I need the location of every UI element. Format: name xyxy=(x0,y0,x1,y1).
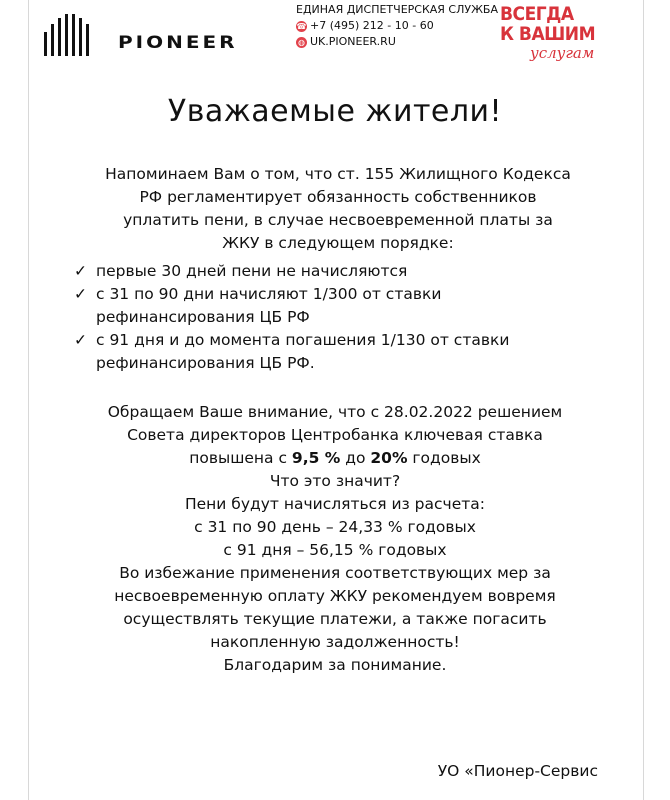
intro-line: Напоминаем Вам о том, что ст. 155 Жилищного Кодекса xyxy=(105,165,571,183)
check-icon: ✓ xyxy=(74,285,87,303)
pioneer-logo-icon xyxy=(42,12,98,58)
advice-line: несвоевременную оплату ЖКУ рекомендуем вовремя xyxy=(114,587,556,605)
calc-intro: Пени будут начисляться из расчета: xyxy=(184,495,485,513)
dispatch-label: ЕДИНАЯ ДИСПЕТЧЕРСКАЯ СЛУЖБА xyxy=(296,3,499,16)
slogan-line-3: услугам xyxy=(530,44,595,62)
rate-raise-line: повышена с 9,5 % до 20% годовых xyxy=(189,449,481,467)
intro-line: ЖКУ в следующем порядке: xyxy=(222,234,454,252)
contacts-block xyxy=(296,2,498,50)
new-rate: 20% xyxy=(370,449,408,467)
intro-line: РФ регламентирует обязанность собственников xyxy=(139,188,537,206)
phone-row[interactable] xyxy=(296,18,498,34)
phone-icon: ☎ xyxy=(296,21,307,31)
signature: УО «Пионер-Сервис xyxy=(437,762,598,780)
list-item: ✓ первые 30 дней пени не начисляются xyxy=(74,260,614,283)
calc-line: с 91 дня – 56,15 % годовых xyxy=(223,541,447,559)
slogan-line-2: К ВАШИМ xyxy=(500,23,596,45)
calc-line: с 31 по 90 день – 24,33 % годовых xyxy=(194,518,476,536)
globe-icon: ◍ xyxy=(296,37,307,48)
slogan xyxy=(500,4,610,68)
advice-line: Во избежание применения соответствующих мер за xyxy=(119,564,551,582)
slogan-line-1: ВСЕГДА xyxy=(500,3,574,25)
list-item: ✓ с 91 дня и до момента погашения 1/130 от ставки рефинансирования ЦБ РФ. xyxy=(74,331,510,372)
advice-line: накопленную задолженность! xyxy=(210,633,460,651)
rate-change-paragraph xyxy=(40,401,630,677)
old-rate: 9,5 % xyxy=(291,449,341,467)
intro-paragraph xyxy=(60,163,616,255)
intro-line: уплатить пени, в случае несвоевременной платы за xyxy=(123,211,553,229)
website-row[interactable] xyxy=(296,34,498,50)
notice-title: Уважаемые жители! xyxy=(167,94,503,129)
advice-line: осуществлять текущие платежи, а также погасить xyxy=(123,610,547,628)
phone-number: +7 (495) 212 - 10 - 60 xyxy=(310,19,434,32)
penalty-rules-list xyxy=(74,260,614,375)
attention-line: Совета директоров Центробанка ключевая ставка xyxy=(127,426,543,444)
check-icon: ✓ xyxy=(74,262,87,280)
question-line: Что это значит? xyxy=(269,472,401,490)
website-link: UK.PIONEER.RU xyxy=(310,35,396,48)
brand-name: PIONEER xyxy=(118,31,238,53)
thanks-line: Благодарим за понимание. xyxy=(223,656,447,674)
attention-line: Обращаем Ваше внимание, что с 28.02.2022 решением xyxy=(107,403,563,421)
check-icon: ✓ xyxy=(74,331,87,349)
list-item: ✓ с 31 по 90 дни начисляют 1/300 от ставки рефинансирования ЦБ РФ xyxy=(74,285,442,326)
